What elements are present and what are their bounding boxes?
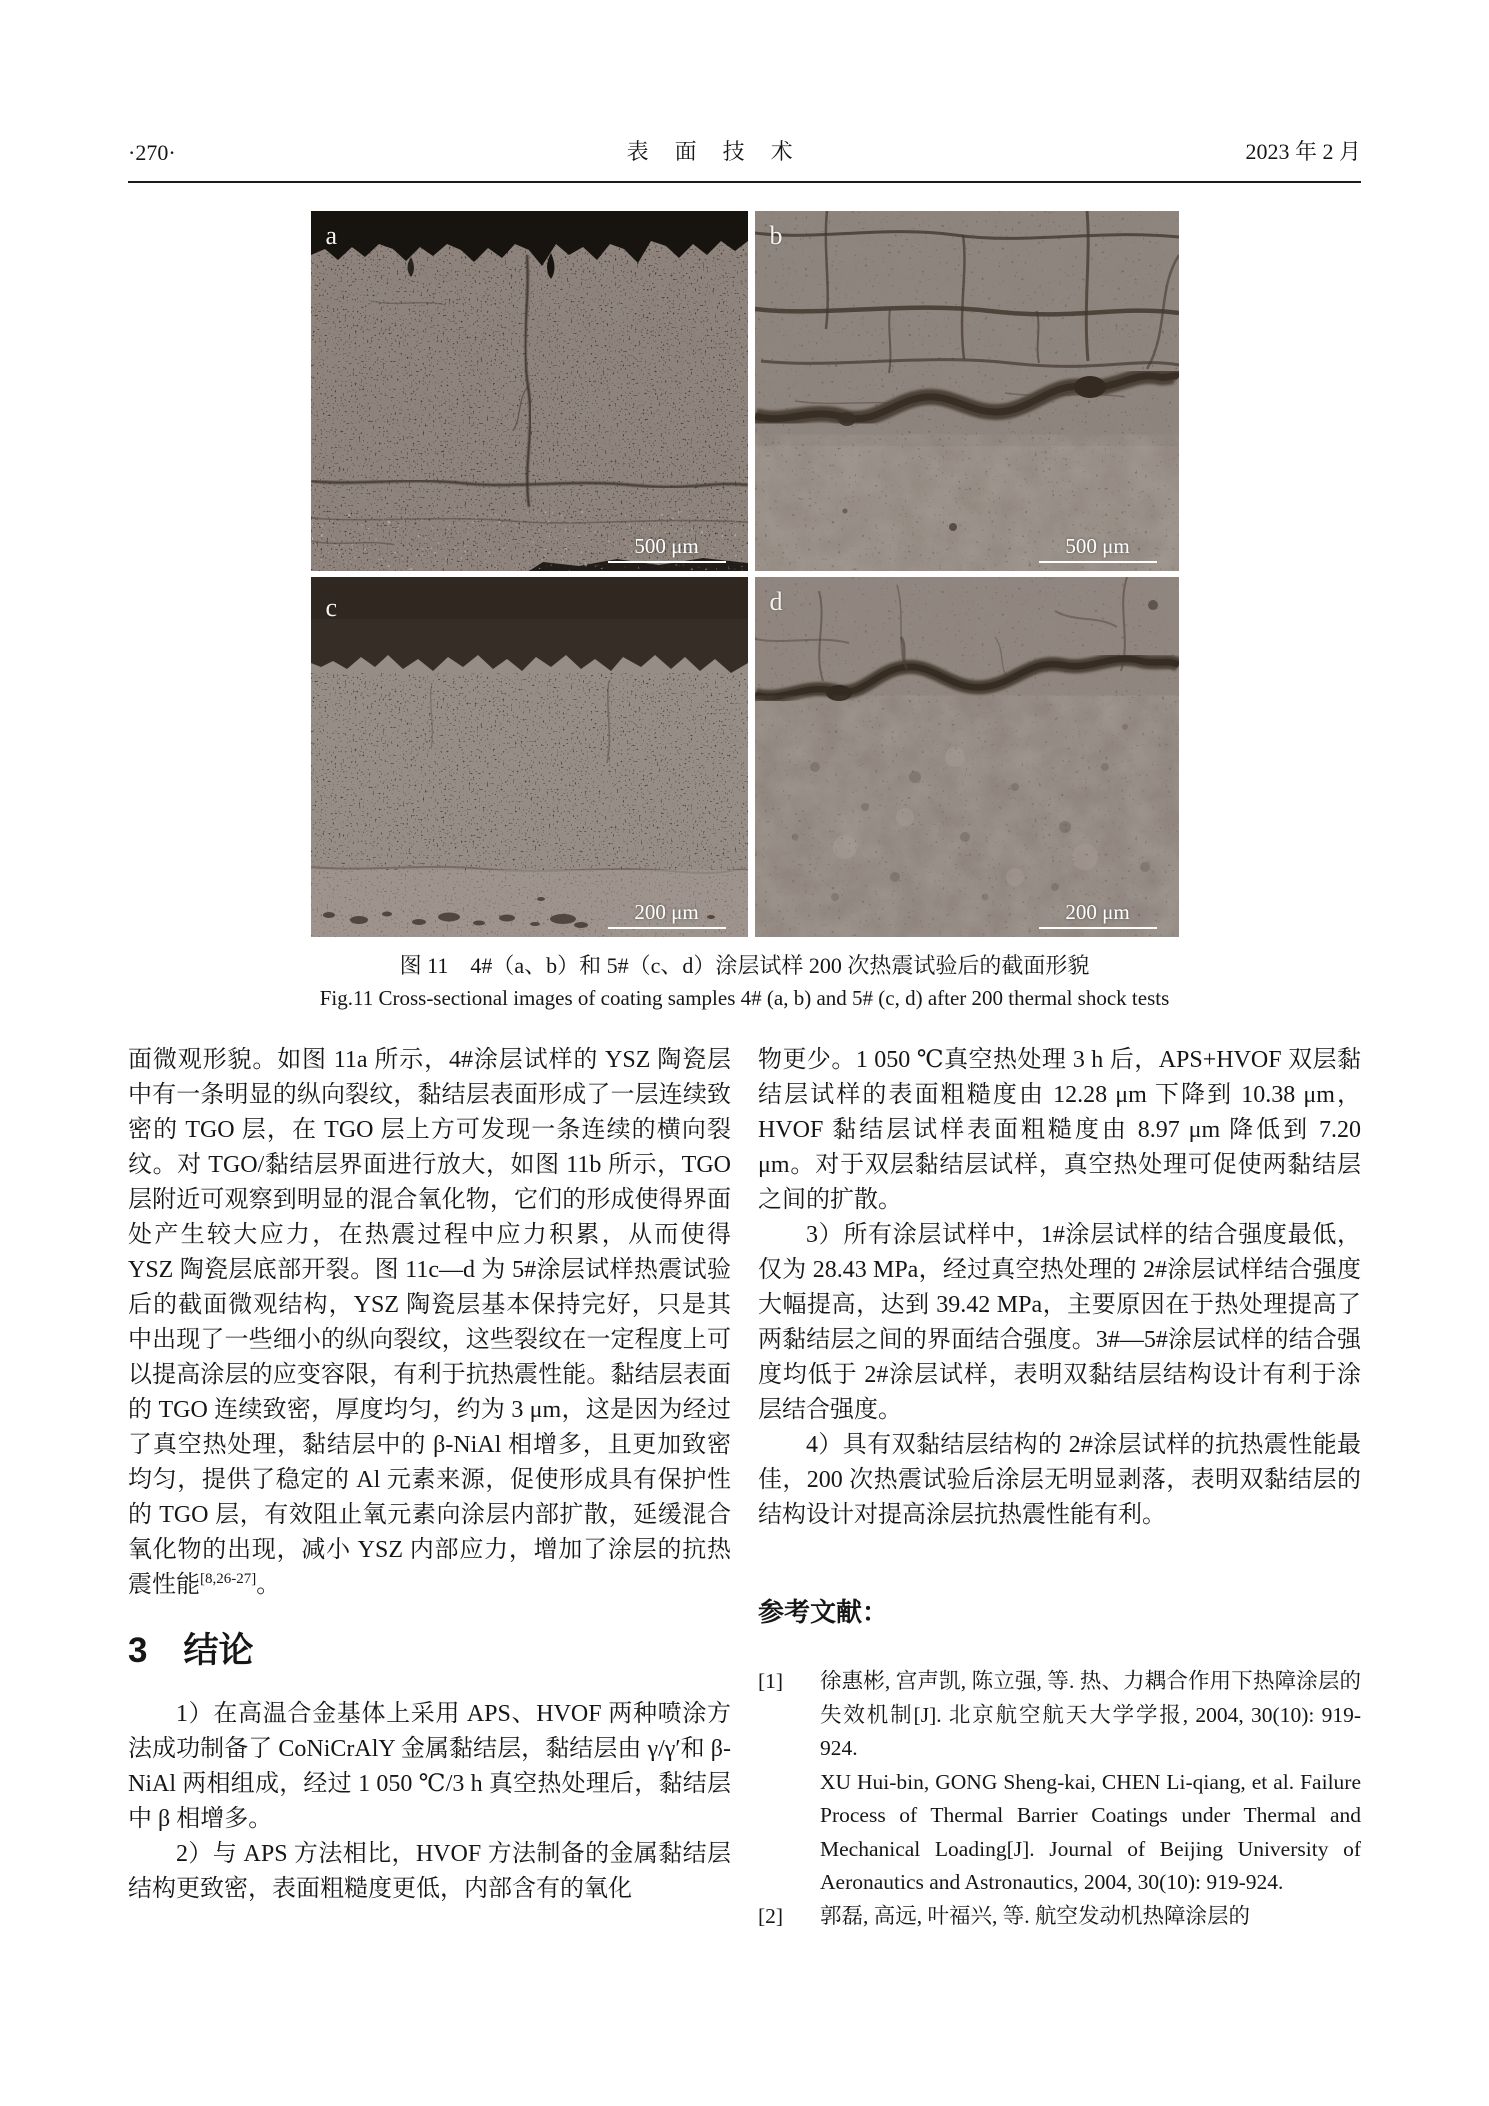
section-title: 结论	[183, 1631, 254, 1670]
panel-a-scale-text: 500 μm	[634, 533, 699, 558]
right-column	[758, 1043, 1361, 1933]
section-number: 3	[128, 1631, 148, 1670]
panel-b-scale-text: 500 μm	[1065, 533, 1130, 558]
figure-panel-b	[755, 211, 1179, 571]
panel-b-scalebar	[1039, 533, 1157, 564]
body-paragraph: 2）与 APS 方法相比，HVOF 方法制备的金属黏结层结构更致密，表面粗糙度更低，内部含有的氧化	[128, 1841, 731, 1902]
reference-body	[820, 1665, 1361, 1900]
body-paragraph: 3）所有涂层试样中，1#涂层试样的结合强度最低，仅为 28.43 MPa，经过真空热处理的 2#涂层试样结合强度大幅提高，达到 39.42 MPa，主要原因在于热处理提高了两黏结层之间的界面结合强度。3#—5#涂层试样的结合强度均低于 2#涂层试样，表明双黏结层结构设计有利于涂层结合强度。	[758, 1222, 1361, 1423]
panel-d-scale-text: 200 μm	[1065, 899, 1130, 924]
references-heading: 参考文献：	[758, 1597, 889, 1627]
panel-d-label: d	[769, 587, 783, 616]
figure-panel-a	[311, 211, 748, 571]
journal-title: 表 面 技 术	[626, 139, 795, 164]
reference-item	[758, 1900, 1361, 1934]
body-paragraph: 4）具有双黏结层结构的 2#涂层试样的抗热震性能最佳，200 次热震试验后涂层无明显剥落，表明双黏结层的结构设计对提高涂层抗热震性能有利。	[758, 1432, 1361, 1528]
panel-c-scale-line	[608, 927, 726, 930]
reference-text-zh: 徐惠彬, 宫声凯, 陈立强, 等. 热、力耦合作用下热障涂层的失效机制[J]. 北京航空航天大学学报, 2004, 30(10): 919-924.	[820, 1669, 1361, 1760]
reference-text-en: XU Hui-bin, GONG Sheng-kai, CHEN Li-qiang, et al. Failure Process of Thermal Barrier Coatings under Thermal and Mechanical Loading[J]. Journal of Beijing University of Aeronautics and Astronautics, 2004, 30(10): 919-924.	[820, 1769, 1361, 1894]
left-column	[128, 1043, 731, 1933]
sem-image-c	[311, 577, 748, 937]
panel-d-scalebar	[1039, 899, 1157, 930]
body-columns	[128, 1043, 1361, 1933]
running-head	[128, 130, 1361, 183]
reference-item	[758, 1665, 1361, 1900]
paragraph-text: 。	[256, 1572, 281, 1598]
figure-panel-d	[755, 577, 1179, 937]
page-number: ·270·	[128, 140, 176, 165]
body-paragraph: 1）在高温合金基体上采用 APS、HVOF 两种喷涂方法成功制备了 CoNiCrAlY 金属黏结层，黏结层由 γ/γ′和 β-NiAl 两相组成，经过 1 050 ℃/3 h 真空热处理后，黏结层中 β 相增多。	[128, 1701, 731, 1832]
reference-number: [1]	[758, 1669, 784, 1693]
panel-c-scale-text: 200 μm	[634, 899, 699, 924]
body-paragraph	[128, 1043, 731, 1603]
section-heading	[128, 1629, 731, 1673]
panel-a-scale-line	[608, 561, 726, 564]
sem-image-b	[755, 211, 1179, 571]
reference-text-zh: 郭磊, 高远, 叶福兴, 等. 航空发动机热障涂层的	[820, 1903, 1251, 1928]
paragraph-text: 面微观形貌。如图 11a 所示，4#涂层试样的 YSZ 陶瓷层中有一条明显的纵向裂纹，黏结层表面形成了一层连续致密的 TGO 层，在 TGO 层上方可发现一条连续的横向裂纹。对 TGO/黏结层界面进行放大，如图 11b 所示，TGO 层附近可观察到明显的混合氧化物，它们的形成使得界面处产生较大应力，在热震过程中应力积累，从而使得 YSZ 陶瓷层底部开裂。图 11c—d 为 5#涂层试样热震试验后的截面微观结构，YSZ 陶瓷层基本保持完好，只是其中出现了一些细小的纵向裂纹，这些裂纹在一定程度上可以提高涂层的应变容限，有利于抗热震性能。黏结层表面的 TGO 连续致密，厚度均匀，约为 3 μm，这是因为经过了真空热处理，黏结层中的 β-NiAl 相增多，且更加致密均匀，提供了稳定的 Al 元素来源，促使形成具有保护性的 TGO 层，有效阻止氧元素向涂层内部扩散，延缓混合氧化物的出现，减小 YSZ 内部应力，增加了涂层的抗热震性能	[128, 1047, 731, 1598]
figure-panel-c	[311, 577, 748, 937]
body-paragraph: 物更少。1 050 ℃真空热处理 3 h 后，APS+HVOF 双层黏结层试样的表面粗糙度由 12.28 μm 下降到 10.38 μm，HVOF 黏结层试样表面粗糙度由 8.97 μm 降低到 7.20 μm。对于双层黏结层试样，真空热处理可促使两黏结层之间的扩散。	[758, 1047, 1361, 1213]
panel-c-label: c	[325, 593, 338, 622]
panel-a-scalebar	[608, 533, 726, 564]
figure-block	[128, 211, 1361, 1013]
panel-a-label: a	[325, 221, 338, 250]
reference-body	[820, 1900, 1361, 1934]
sem-image-a	[311, 211, 748, 571]
panel-b-label: b	[769, 221, 783, 250]
figure-caption-en: Fig.11 Cross-sectional images of coating samples 4# (a, b) and 5# (c, d) after 200 thermal shock tests	[319, 986, 1170, 1010]
page-content	[128, 130, 1361, 1933]
reference-number: [2]	[758, 1903, 784, 1928]
panel-b-scale-line	[1039, 561, 1157, 564]
figure-panel-grid	[311, 211, 1179, 937]
panel-d-scale-line	[1039, 927, 1157, 930]
sem-image-d	[755, 577, 1179, 937]
issue-date: 2023 年 2 月	[1245, 139, 1361, 164]
reference-list	[758, 1665, 1361, 1933]
citation-superscript: [8,26-27]	[200, 1571, 257, 1587]
figure-caption-zh: 图 11 4#（a、b）和 5#（c、d）涂层试样 200 次热震试验后的截面形貌	[399, 953, 1090, 978]
panel-c-scalebar	[608, 899, 726, 930]
